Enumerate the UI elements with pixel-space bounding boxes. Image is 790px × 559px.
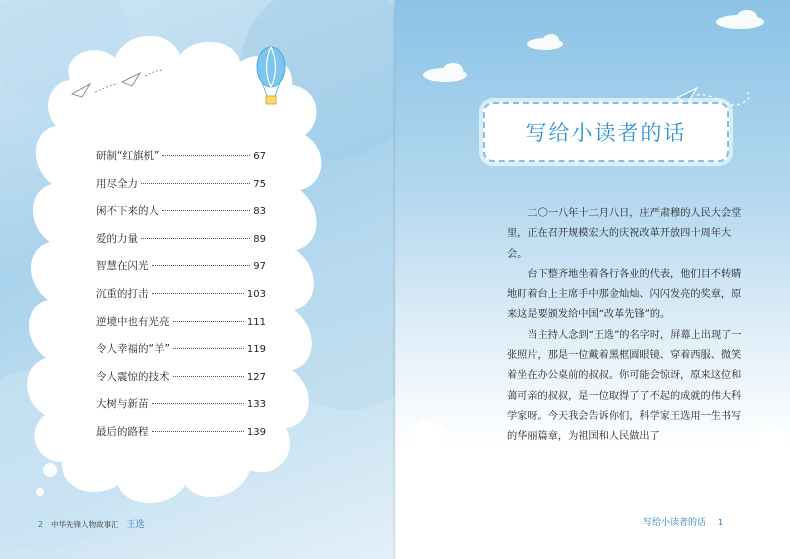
right-footer (643, 515, 723, 528)
toc-entry-page: 139 (246, 426, 266, 438)
toc-entry[interactable] (96, 369, 266, 397)
toc-entry-page: 111 (246, 316, 266, 328)
small-cloud-icon (527, 34, 563, 50)
toc-entry-page: 119 (246, 344, 266, 356)
left-footer (38, 517, 145, 530)
toc-entry-page: 89 (253, 233, 266, 245)
toc-entry[interactable] (96, 231, 266, 259)
footer-chapter-title: 写给小读者的话 (643, 518, 707, 528)
toc-entry-title: 智慧在闪光 (96, 260, 149, 273)
toc-leader-dots (141, 183, 250, 184)
tree-icon (405, 419, 445, 486)
toc-entry-page: 127 (246, 371, 266, 383)
toc-entry-page: 133 (246, 399, 266, 411)
toc-entry-title: 令人幸福的“羊” (96, 343, 170, 356)
page-title: 写给小读者的话 (525, 121, 687, 145)
toc-entry[interactable] (96, 258, 266, 286)
series-name: 中华先锋人物故事汇 (51, 520, 119, 529)
toc-entry[interactable] (96, 396, 266, 424)
toc-entry-page: 97 (253, 261, 266, 273)
toc-leader-dots (152, 431, 244, 432)
left-page-number: 2 (38, 520, 44, 529)
toc-entry-title: 用尽全力 (96, 177, 138, 190)
toc-leader-dots (152, 293, 244, 294)
paragraph: 当主持人念到“王选”的名字时，屏幕上出现了一张照片，那是一位戴着黑框圆眼镜、穿着西服、微笑着坐在办公桌前的叔叔。你可能会惊讶，原来这位和蔼可亲的叔叔，是一位取得了了不起的成就的伟大科学家呀。今天我会告诉你们，科学家王选用一生书写的华丽篇章，为祖国和人民做出了 (507, 329, 742, 443)
toc-entry-page: 75 (253, 178, 266, 190)
toc-entry[interactable] (96, 424, 266, 452)
page-title-box (483, 102, 729, 162)
toc-entry-page: 83 (253, 206, 266, 218)
book-spine (393, 0, 397, 559)
toc-entry-page: 67 (253, 151, 266, 162)
tree-icon (745, 424, 786, 487)
toc-entry-title: 逆境中也有光亮 (96, 315, 170, 328)
toc-entry[interactable] (96, 286, 266, 314)
person-name: 王选 (126, 520, 145, 530)
toc-leader-dots (162, 155, 250, 156)
toc-leader-dots (152, 265, 251, 266)
toc-entry-title: 沉重的打击 (96, 287, 149, 300)
small-cloud-icon (423, 63, 467, 82)
toc-entry[interactable] (96, 341, 266, 369)
toc-entry-title: 最后的路程 (96, 425, 149, 438)
toc-entry-page: 103 (246, 288, 266, 300)
toc-entry[interactable] (96, 203, 266, 231)
toc-leader-dots (173, 321, 244, 322)
paragraph: 台下整齐地坐着各行各业的代表，他们目不转睛地盯着台上主席手中那金灿灿、闪闪发亮的奖章，原来这是要颁发给中国“改革先锋”的。 (507, 268, 742, 321)
toc-leader-dots (162, 210, 250, 211)
table-of-contents (96, 148, 266, 452)
toc-entry-title: 大树与新苗 (96, 398, 149, 411)
toc-entry-title: 闲不下来的人 (96, 205, 159, 218)
toc-entry[interactable] (96, 176, 266, 204)
toc-entry-title: 研制“红旗机” (96, 150, 160, 162)
toc-leader-dots (152, 403, 244, 404)
right-page-number: 1 (718, 518, 724, 527)
foreword-text (507, 204, 751, 448)
toc-entry[interactable] (96, 148, 266, 176)
right-page (395, 0, 790, 559)
toc-entry[interactable] (96, 314, 266, 342)
paragraph: 二〇一八年十二月八日，庄严肃穆的人民大会堂里，正在召开规模宏大的庆祝改革开放四十周年大会。 (507, 208, 742, 260)
small-cloud-icon (716, 10, 764, 29)
toc-leader-dots (173, 376, 244, 377)
toc-leader-dots (141, 238, 250, 239)
toc-leader-dots (173, 348, 244, 349)
toc-entry-title: 爱的力量 (96, 232, 138, 245)
toc-entry-title: 令人震惊的技术 (96, 370, 170, 383)
